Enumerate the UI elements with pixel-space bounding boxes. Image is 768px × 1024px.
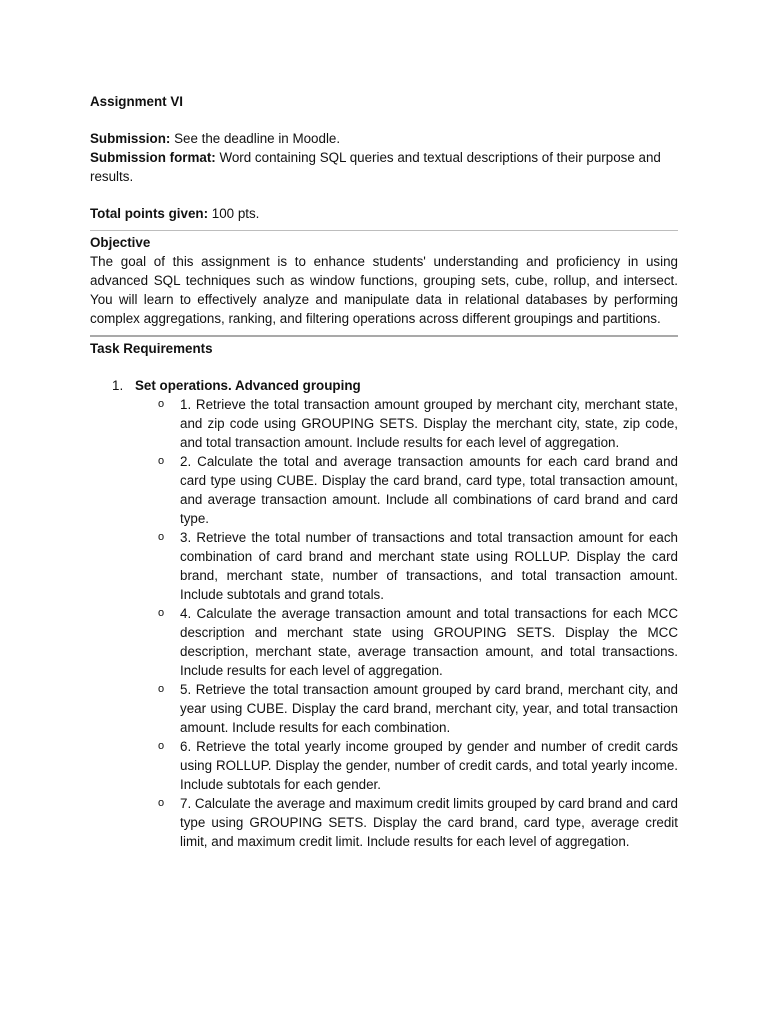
total-points-line <box>90 204 678 223</box>
document-page <box>90 92 678 851</box>
bullet-icon: o <box>158 740 165 752</box>
spacer <box>90 111 678 129</box>
task-item-1 <box>90 395 678 452</box>
submission-text: See the deadline in Moodle. <box>170 131 341 146</box>
total-points-text: 100 pts. <box>208 206 260 221</box>
submission-label: Submission: <box>90 131 171 146</box>
submission-format-text: Word containing SQL queries and textual descriptions of their purpose and results. <box>90 150 661 184</box>
submission-line <box>90 129 678 148</box>
task-item-text: 1. Retrieve the total transaction amount grouped by merchant city, merchant state, and zip code using GROUPING SETS. Display the merchant city, state, zip code, and total transaction amount. Include results for each level of aggregation. <box>180 397 678 450</box>
task-item-5 <box>90 680 678 737</box>
task-item-text: 3. Retrieve the total number of transactions and total transaction amount for each combination of card brand and merchant state using ROLLUP. Display the card brand, merchant state, number of transactions, and total transaction amount. Include subtotals and grand totals. <box>180 530 678 602</box>
task-section <box>90 376 678 851</box>
task-item-4 <box>90 604 678 680</box>
bullet-icon: o <box>158 683 165 695</box>
task-section-heading <box>90 376 678 395</box>
spacer <box>90 186 678 204</box>
task-item-7 <box>90 794 678 851</box>
section-divider-thick <box>90 335 678 337</box>
task-section-number: 1. <box>112 378 124 393</box>
task-item-text: 5. Retrieve the total transaction amount grouped by card brand, merchant city, and year using CUBE. Display the card brand, merchant city, year, and total transaction amount. Include results for each combination. <box>180 682 678 735</box>
task-item-6 <box>90 737 678 794</box>
bullet-icon: o <box>158 607 165 619</box>
objective-heading: Objective <box>90 235 151 250</box>
task-item-text: 6. Retrieve the total yearly income grouped by gender and number of credit cards using ROLLUP. Display the gender, number of credit cards, and total yearly income. Include subtotals for each gender. <box>180 739 678 792</box>
task-requirements-heading: Task Requirements <box>90 341 213 356</box>
task-item-text: 7. Calculate the average and maximum credit limits grouped by card brand and card type using GROUPING SETS. Display the card brand, card type, average credit limit, and maximum credit limit. Include results for each level of aggregation. <box>180 796 678 849</box>
bullet-icon: o <box>158 797 165 809</box>
bullet-icon: o <box>158 531 165 543</box>
total-points-label: Total points given: <box>90 206 209 221</box>
objective-body: The goal of this assignment is to enhance students' understanding and proficiency in using advanced SQL techniques such as window functions, grouping sets, cube, rollup, and intersect. You will learn to effectively analyze and manipulate data in relational databases by performing complex aggregations, ranking, and filtering operations across different groupings and partitions. <box>90 254 678 326</box>
task-item-text: 2. Calculate the total and average transaction amounts for each card brand and card type using CUBE. Display the card brand, card type, total transaction amount, and average transaction amount. Include all combinations of card brand and card type. <box>180 454 678 526</box>
submission-format-line <box>90 148 678 186</box>
task-item-text: 4. Calculate the average transaction amount and total transactions for each MCC description and merchant state using GROUPING SETS. Display the MCC description, merchant state, average transaction amount, and total transactions. Include results for each level of aggregation. <box>180 606 678 678</box>
task-item-2 <box>90 452 678 528</box>
bullet-icon: o <box>158 455 165 467</box>
assignment-title: Assignment VI <box>90 94 184 109</box>
bullet-icon: o <box>158 398 165 410</box>
task-section-title: Set operations. Advanced grouping <box>135 378 361 393</box>
task-list <box>90 395 678 851</box>
section-divider <box>90 230 678 231</box>
submission-format-label: Submission format: <box>90 150 216 165</box>
task-item-3 <box>90 528 678 604</box>
